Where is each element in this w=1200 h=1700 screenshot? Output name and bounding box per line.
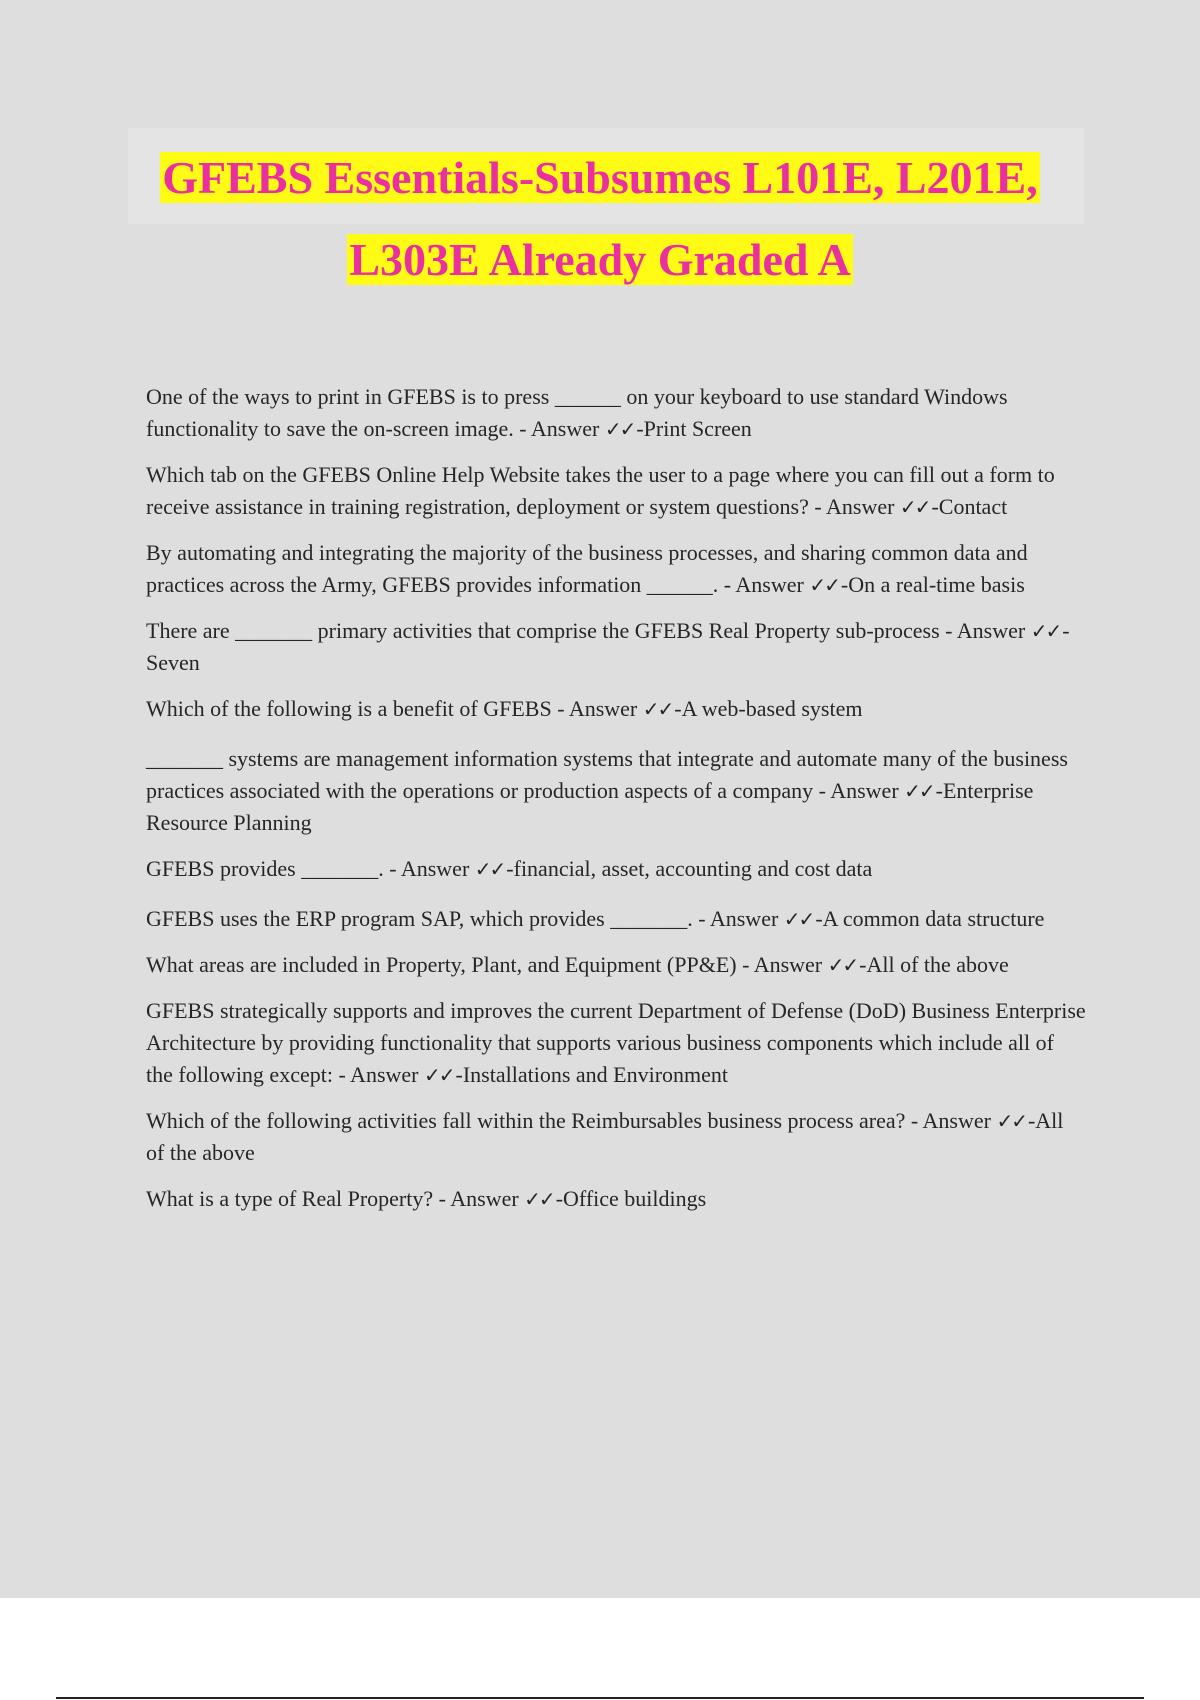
qa-item — [146, 949, 1086, 981]
qa-item — [146, 903, 1086, 935]
answer-text: -financial, asset, accounting and cost data — [506, 856, 873, 881]
title-line-2: L303E Already Graded A — [349, 234, 851, 285]
double-check-icon: ✓✓ — [474, 857, 505, 881]
question-text: What is a type of Real Property? - Answer — [146, 1186, 525, 1211]
qa-item — [146, 615, 1086, 679]
qa-item — [146, 995, 1086, 1091]
double-check-icon: ✓✓ — [1030, 619, 1061, 643]
double-check-icon: ✓✓ — [899, 495, 930, 519]
answer-text: -All of the above — [146, 1108, 1064, 1165]
answer-text: -Enterprise Resource Planning — [146, 778, 1034, 835]
double-check-icon: ✓✓ — [642, 697, 673, 721]
double-check-icon: ✓✓ — [827, 953, 858, 977]
answer-text: -Office buildings — [555, 1186, 707, 1211]
qa-item — [146, 1105, 1086, 1169]
question-text: GFEBS uses the ERP program SAP, which provides _______. - Answer — [146, 906, 784, 931]
qa-item — [146, 381, 1086, 445]
question-text: Which tab on the GFEBS Online Help Website takes the user to a page where you can fill out a form to receive assistance in training registration, deployment or system questions? - Answer — [146, 462, 1055, 519]
answer-text: -Print Screen — [636, 416, 752, 441]
qa-item — [146, 1183, 1086, 1215]
double-check-icon: ✓✓ — [996, 1109, 1026, 1133]
answer-text: -Contact — [931, 494, 1008, 519]
answer-text: -On a real-time basis — [840, 572, 1025, 597]
answer-text: -A web-based system — [674, 696, 863, 721]
question-text: GFEBS strategically supports and improves the current Department of Defense (DoD) Business Enterprise Architecture by providing functionality that supports various business components which include all of the following except: - Answer — [146, 998, 1086, 1087]
footer-divider — [56, 1697, 1144, 1699]
question-text: _______ systems are management information systems that integrate and automate many of the business practices associated with the operations or production aspects of a company - Answer — [146, 746, 1068, 803]
qa-list — [146, 381, 1086, 1233]
question-text: Which of the following is a benefit of GFEBS - Answer — [146, 696, 643, 721]
double-check-icon: ✓✓ — [424, 1063, 454, 1087]
question-text: What areas are included in Property, Plant, and Equipment (PP&E) - Answer — [146, 952, 828, 977]
answer-text: -Seven — [146, 618, 1070, 675]
answer-text: -A common data structure — [815, 906, 1045, 931]
double-check-icon: ✓✓ — [604, 417, 635, 441]
double-check-icon: ✓✓ — [524, 1187, 554, 1211]
document-title — [0, 137, 1200, 301]
double-check-icon: ✓✓ — [809, 573, 839, 597]
answer-text: -All of the above — [859, 952, 1009, 977]
double-check-icon: ✓✓ — [904, 779, 934, 803]
answer-text: -Installations and Environment — [455, 1062, 729, 1087]
qa-item — [146, 459, 1086, 523]
question-text: By automating and integrating the majority of the business processes, and sharing common data and practices across the Army, GFEBS provides information ______. - Answer — [146, 540, 1028, 597]
qa-item — [146, 693, 1086, 725]
question-text: Which of the following activities fall within the Reimbursables business process area? - Answer — [146, 1108, 997, 1133]
qa-item — [146, 853, 1086, 885]
qa-item — [146, 743, 1086, 839]
title-line-1: GFEBS Essentials-Subsumes L101E, L201E, — [162, 152, 1038, 203]
question-text: One of the ways to print in GFEBS is to press ______ on your keyboard to use standard Windows functionality to save the on-screen image. - Answer — [146, 384, 1008, 441]
question-text: There are _______ primary activities that comprise the GFEBS Real Property sub-process - Answer — [146, 618, 1031, 643]
double-check-icon: ✓✓ — [783, 907, 814, 931]
qa-item — [146, 537, 1086, 601]
question-text: GFEBS provides _______. - Answer — [146, 856, 475, 881]
